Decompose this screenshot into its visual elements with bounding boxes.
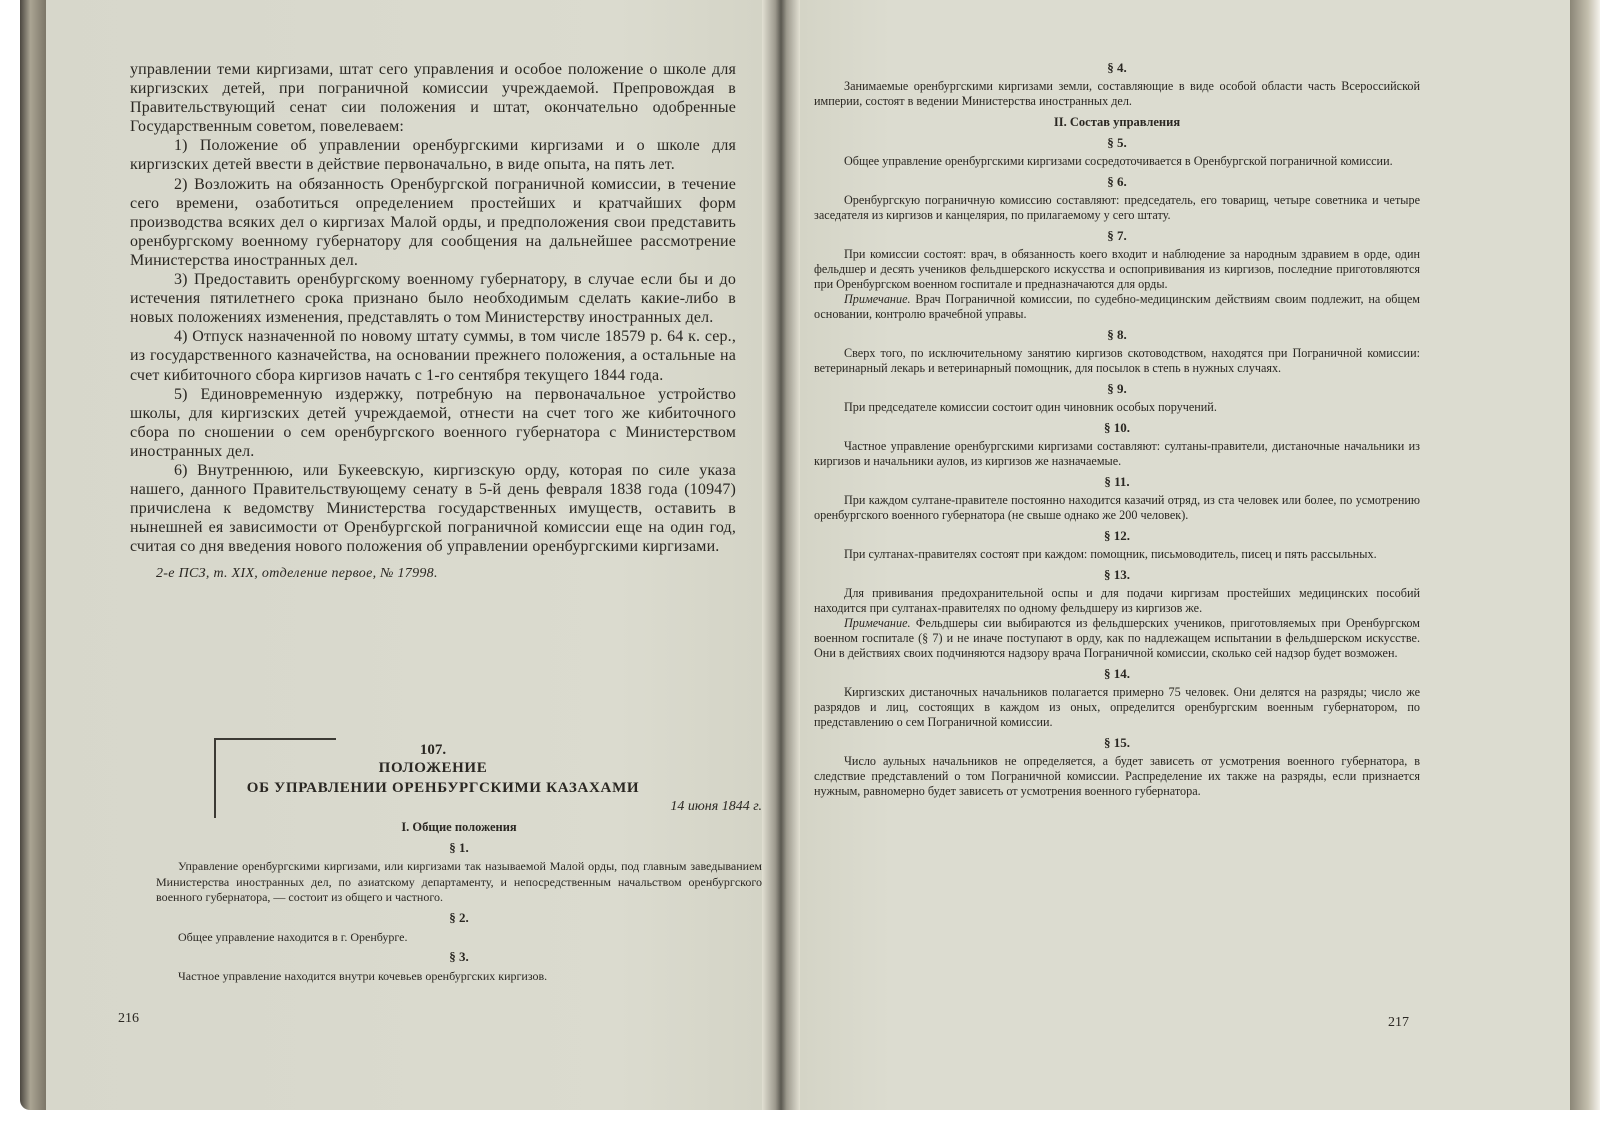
part-heading: I. Общие положения [401, 820, 517, 834]
section-heading: § 1. [449, 839, 469, 855]
section-heading: § 12. [1104, 528, 1130, 543]
decree-paragraph: 3) Предоставить оренбургскому военному губернатору, в случае если бы и до истечения пятилетнего срока признано было необходимым сделать какие-либо в новых положениях изменения, представлять о том Министерству иностранных дел. [130, 271, 736, 327]
section-text: Киргизских дистаночных начальников полагается примерно 75 человек. Они делятся на разряды; число же разрядов и лиц, состоящих в каждом из оных, определится оренбургским военным губернатором, по представлению о сем Пограничной комиссии. [814, 685, 1420, 729]
section-text: Для прививания предохранительной оспы и для подачи киргизам простейших медицинских пособий находится при султанах-правителях по одному фельдшеру из киргизов же. [814, 586, 1420, 615]
section-text: При каждом султане-правителе постоянно находится казачий отряд, из ста человек или более, по усмотрению оренбургского военного губернатора (не свыше однако же 200 человек). [814, 493, 1420, 522]
note-text: Фельдшеры сии выбираются из фельдшерских учеников, приготовляемых при Оренбургском военном госпитале (§ 7) и не иначе поступают в орду, как по надлежащем испытании в фельдшерском искусстве. Они в действиях своих подчиняются надзору врача Пограничной комиссии, сколько сей надзор будет возможен. [814, 616, 1420, 660]
left-page [46, 0, 762, 1110]
section-text: Общее управление оренбургскими киргизами сосредоточивается в Оренбургской пограничной комиссии. [844, 154, 1393, 168]
decree-paragraph: 4) Отпуск назначенной по новому штату суммы, в том числе 18579 р. 64 к. сер., из государственного казначейства, на основании прежнего положения, а остальные на счет кибиточного сбора киргизов начать с 1-го сентября текущего 1844 года. [130, 328, 736, 384]
section-heading: § 2. [449, 909, 469, 925]
section-text: Сверх того, по исключительному занятию киргизов скотоводством, находятся при Пограничной комиссии: ветеринарный лекарь и ветеринарный помощник, для посылок в степь в нужных случаях. [814, 346, 1420, 375]
book-page-edges-right [1570, 0, 1600, 1110]
administration-sections [814, 60, 1420, 799]
book-page-edges-left [20, 0, 46, 1110]
decree-paragraph: 2) Возложить на обязанность Оренбургской пограничной комиссии, в течение сего времени, озаботиться определением простейших и кратчайших форм производства всяких дел о киргизах Малой орды, и предположения свои представить оренбургскому военному губернатору для сообщения на дальнейшее рассмотрение Министерства иностранных дел. [130, 175, 736, 269]
section-heading: § 5. [1107, 135, 1127, 150]
document-subtitle: ОБ УПРАВЛЕНИИ ОРЕНБУРГСКИМИ КАЗАХАМИ [246, 780, 640, 796]
source-citation: 2-е ПСЗ, т. XIX, отделение первое, № 17998. [156, 566, 438, 582]
section-text: Число аульных начальников не определяется, а будет зависеть от усмотрения военного губернатора, в следствие представлений о том Пограничной комиссии. Распределение их также на разряды, если признается нужным, равномерно будет зависеть от усмотрения военного губернатора. [814, 754, 1420, 798]
note-label: Примечание. [844, 616, 911, 630]
right-page [800, 0, 1570, 1110]
part-heading: II. Состав управления [1053, 115, 1181, 129]
document-number: 107. [419, 742, 447, 758]
document-date: 14 июня 1844 г. [670, 799, 762, 814]
document-title: ПОЛОЖЕНИЕ [378, 760, 488, 776]
note [814, 292, 1420, 322]
section-text: Занимаемые оренбургскими киргизами земли, составляющие в виде особой области часть Всероссийской империи, состоят в ведении Министерства иностранных дел. [814, 79, 1420, 108]
section-text: При комиссии состоят: врач, в обязанность коего входит и наблюдение за народным здравием в орде, один фельдшер и десять учеников фельдшерского искусства и оспопрививания из киргизов, последние приготовляются при Оренбургском военном госпитале и предназначаются для орды. [814, 247, 1420, 291]
decree-text [130, 60, 736, 584]
section-heading: § 6. [1107, 174, 1127, 189]
section-text: Общее управление находится в г. Оренбурге. [178, 929, 408, 944]
book-spine [762, 0, 800, 1110]
note-text: Врач Пограничной комиссии, по судебно-медицинским действиям своим подлежит, на общем основании, контролю врачебной управы. [814, 292, 1420, 321]
section-heading: § 9. [1107, 381, 1127, 396]
section-heading: § 10. [1104, 420, 1130, 435]
section-text: Оренбургскую пограничную комиссию составляют: председатель, его товарищ, четыре советника и четыре заседателя из киргизов и канцелярия, по прилагаемому у сего штату. [814, 193, 1420, 222]
decree-paragraph: 6) Внутреннюю, или Букеевскую, киргизскую орду, которая по силе указа нашего, данного Правительствующему сенату в 5-й день февраля 1838 года (10947) причислена к ведомству Министерства государственных имуществ, оставить в нынешней ея зависимости от Оренбургской пограничной комиссии еще на один год, считая со дня введения нового положения об управлении оренбургскими киргизами. [130, 461, 736, 556]
section-heading: § 4. [1107, 60, 1127, 75]
section-text: Частное управление находится внутри кочевьев оренбургских киргизов. [178, 968, 548, 983]
section-heading: § 15. [1104, 735, 1130, 750]
section-text: При председателе комиссии состоит один чиновник особых поручений. [844, 400, 1217, 414]
page-number: 216 [118, 1011, 139, 1026]
section-heading: § 13. [1104, 567, 1130, 582]
section-heading: § 11. [1104, 474, 1130, 489]
page-number: 217 [1388, 1015, 1409, 1030]
section-heading: § 7. [1107, 228, 1127, 243]
section-text: При султанах-правителях состоят при каждом: помощник, письмоводитель, писец и пять рассыльных. [844, 547, 1377, 561]
decree-paragraph: 1) Положение об управлении оренбургскими киргизами и о школе для киргизских детей ввести в действие первоначально, в виде опыта, на пять лет. [130, 137, 736, 174]
decree-paragraph: 5) Единовременную издержку, потребную на первоначальное устройство школы, для киргизских детей учреждаемой, отнести на счет того же кибиточного сбора по сношении о сем оренбургского военного губернатора с Министерством иностранных дел. [130, 385, 736, 460]
section-text: Управление оренбургскими киргизами, или киргизами так называемой Малой орды, под главным заведыванием Министерства иностранных дел, по азиатскому департаменту, и непосредственным начальством оренбургского военного губернатора, — состоит из общего и частного. [156, 859, 762, 905]
decree-paragraph: управлении теми киргизами, штат сего управления и особое положение о школе для киргизских детей, при пограничной комиссии учреждаемой. Препровождая в Правительствующий сенат сии положения и штат, окончательно одобренные Государственным советом, повелеваем: [130, 61, 736, 136]
note [814, 616, 1420, 661]
section-text: Частное управление оренбургскими киргизами составляют: султаны-правители, дистаночные начальники из киргизов и начальники аулов, из киргизов же назначаемые. [814, 439, 1420, 468]
section-heading: § 3. [449, 949, 469, 965]
general-provisions [156, 820, 762, 984]
section-heading: § 8. [1107, 327, 1127, 342]
section-heading: § 14. [1104, 666, 1130, 681]
note-label: Примечание. [844, 292, 911, 306]
